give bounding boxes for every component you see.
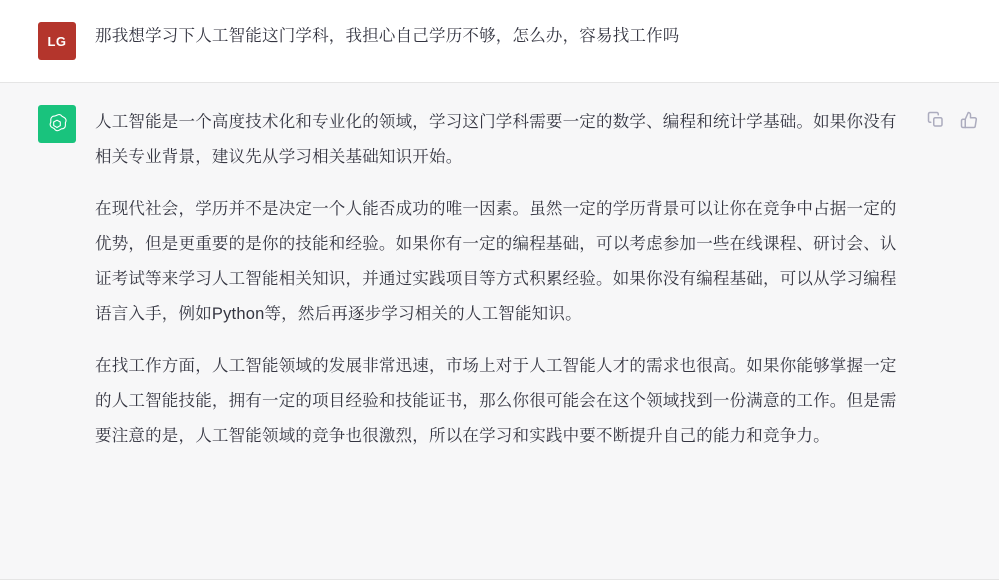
message-paragraph: 人工智能是一个高度技术化和专业化的领域，学习这门学科需要一定的数学、编程和统计学基础。如果你没有相关专业背景，建议先从学习相关基础知识开始。 <box>95 113 897 166</box>
assistant-message-content <box>95 105 927 557</box>
avatar: LG <box>38 22 76 60</box>
thumbs-up-icon[interactable] <box>960 111 980 131</box>
user-actions-spacer <box>927 22 999 60</box>
assistant-message-actions <box>927 105 999 557</box>
user-message-content <box>95 22 927 60</box>
message-paragraph: 那我想学习下人工智能这门学科，我担心自己学历不够，怎么办，容易找工作吗 <box>95 27 680 45</box>
assistant-avatar-column <box>0 105 95 557</box>
avatar <box>38 105 76 143</box>
message-paragraph: 在现代社会，学历并不是决定一个人能否成功的唯一因素。虽然一定的学历背景可以让你在竞争中占据一定的优势，但是更重要的是你的技能和经验。如果你有一定的编程基础，可以考虑参加一些在线课程、研讨会、认证考试等来学习人工智能相关知识，并通过实践项目等方式积累经验。如果你没有编程基础，可以从学习编程语言入手，例如Python等，然后再逐步学习相关的人工智能知识。 <box>95 200 897 323</box>
openai-logo-icon <box>45 112 69 136</box>
user-message <box>0 0 999 83</box>
message-paragraph: 在找工作方面，人工智能领域的发展非常迅速，市场上对于人工智能人才的需求也很高。如果你能够掌握一定的人工智能技能，拥有一定的项目经验和技能证书，那么你很可能会在这个领域找到一份满意的工作。但是需要注意的是，人工智能领域的竞争也很激烈，所以在学习和实践中要不断提升自己的能力和竞争力。 <box>95 357 897 445</box>
assistant-message <box>0 83 999 580</box>
user-avatar-column <box>0 22 95 60</box>
copy-icon[interactable] <box>927 111 947 131</box>
